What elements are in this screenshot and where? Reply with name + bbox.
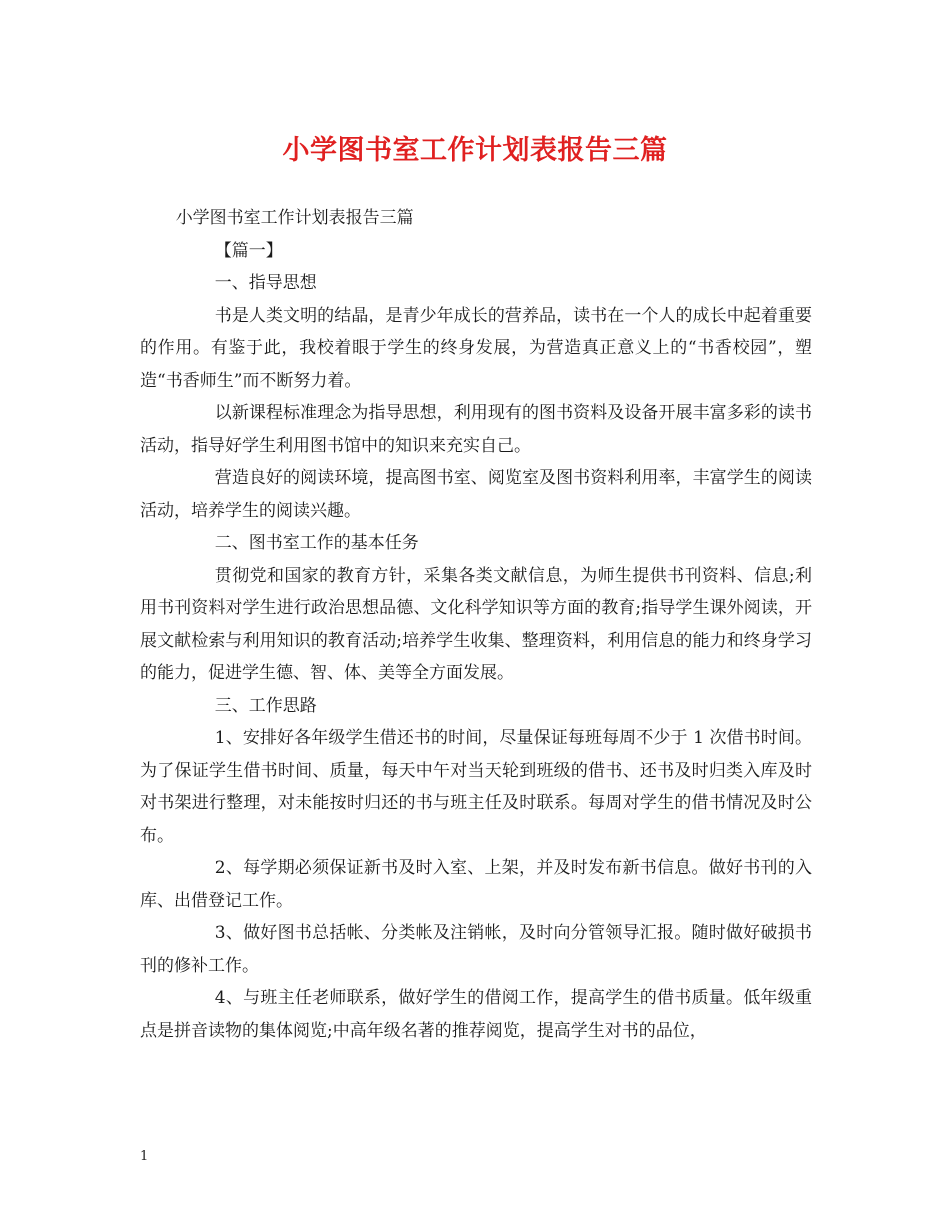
document-body — [140, 202, 812, 1047]
section-heading-3: 三、工作思路 — [214, 695, 317, 716]
document-subtitle: 小学图书室工作计划表报告三篇 — [175, 208, 414, 228]
section-1-paragraph-1: 书是人类文明的结晶，是青少年成长的营养品，读书在一个人的成长中起着重要的作用。有鉴于此，我校着眼于学生的终身发展，为营造真正意义上的“书香校园”，塑造“书香师生”而不断努力着。 — [140, 305, 812, 391]
part-label: 【篇一】 — [214, 240, 283, 261]
document-title: 小学图书室工作计划表报告三篇 — [282, 135, 668, 166]
section-1-paragraph-2: 以新课程标准理念为指导思想，利用现有的图书资料及设备开展丰富多彩的读书活动，指导好学生利用图书馆中的知识来充实自己。 — [140, 403, 812, 456]
page-number: 1 — [140, 1149, 149, 1164]
section-heading-1: 一、指导思想 — [214, 273, 317, 293]
section-1-paragraph-3: 营造良好的阅读环境，提高图书室、阅览室及图书资料利用率，丰富学生的阅读活动，培养学生的阅读兴趣。 — [140, 468, 812, 521]
section-3-paragraph-2: 2、每学期必须保证新书及时入室、上架，并及时发布新书信息。做好书刊的入库、出借登记工作。 — [140, 858, 812, 911]
section-2-paragraph-1: 贯彻党和国家的教育方针，采集各类文献信息，为师生提供书刊资料、信息;利用书刊资料对学生进行政治思想品德、文化科学知识等方面的教育;指导学生课外阅读，开展文献检索与利用知识的教育活动;培养学生收集、整理资料，利用信息的能力和终身学习的能力，促进学生德、智、体、美等全方面发展。 — [140, 565, 812, 683]
section-heading-2: 二、图书室工作的基本任务 — [214, 533, 419, 553]
section-3-paragraph-4: 4、与班主任老师联系，做好学生的借阅工作，提高学生的借书质量。低年级重点是拼音读物的集体阅览;中高年级名著的推荐阅览，提高学生对书的品位， — [140, 988, 812, 1041]
section-3-paragraph-3: 3、做好图书总括帐、分类帐及注销帐，及时向分管领导汇报。随时做好破损书刊的修补工作。 — [140, 923, 812, 976]
section-3-paragraph-1: 1、安排好各年级学生借还书的时间，尽量保证每班每周不少于 1 次借书时间。为了保证学生借书时间、质量，每天中午对当天轮到班级的借书、还书及时归类入库及时对书架进行整理，对未能按时归还的书与班主任及时联系。每周对学生的借书情况及时公布。 — [140, 728, 812, 846]
